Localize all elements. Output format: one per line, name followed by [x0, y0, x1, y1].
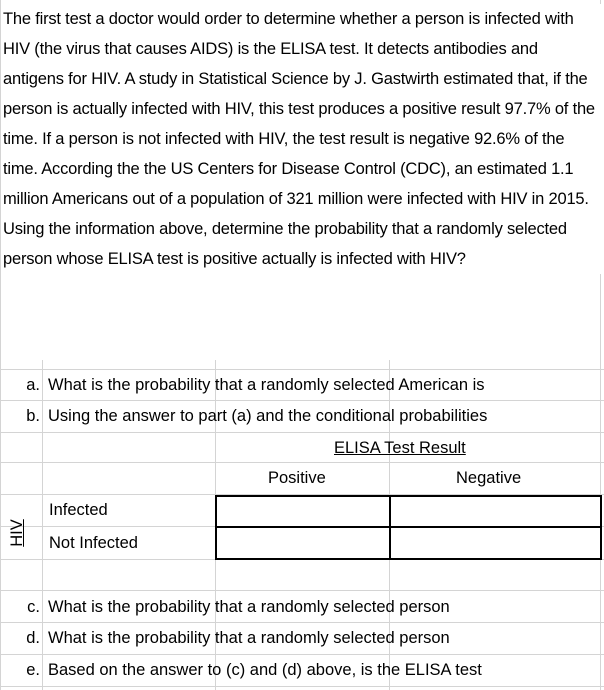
question-b-text[interactable]: Using the answer to part (a) and the conditional probabilities	[48, 407, 488, 425]
not-infected-positive-cell[interactable]	[215, 526, 391, 560]
not-infected-negative-cell[interactable]	[389, 526, 602, 560]
gridline	[0, 590, 604, 591]
gridline	[0, 369, 604, 370]
question-b-letter: b.	[26, 407, 40, 425]
row-label-not-infected: Not Infected	[49, 534, 138, 552]
infected-negative-cell[interactable]	[389, 495, 602, 528]
gridline	[0, 622, 604, 623]
gridline	[0, 400, 604, 401]
gridline	[42, 360, 43, 690]
row-group-label-hiv: HIV	[8, 519, 26, 547]
infected-positive-cell[interactable]	[215, 495, 391, 528]
question-c-letter: c.	[27, 598, 40, 616]
gridline	[0, 686, 604, 687]
gridline	[0, 432, 604, 433]
question-d-letter: d.	[26, 629, 40, 647]
column-header-positive: Positive	[268, 469, 326, 487]
question-a-text[interactable]: What is the probability that a randomly selected American is	[48, 376, 485, 394]
question-e-text[interactable]: Based on the answer to (c) and (d) above, is the ELISA test	[48, 661, 482, 679]
column-header-negative: Negative	[456, 469, 522, 487]
gridline	[0, 462, 604, 463]
table-title: ELISA Test Result	[334, 439, 466, 457]
question-a-letter: a.	[26, 376, 40, 394]
gridline	[0, 654, 604, 655]
question-e-letter: e.	[26, 661, 40, 679]
row-label-infected: Infected	[49, 501, 108, 519]
question-c-text[interactable]: What is the probability that a randomly selected person	[48, 598, 450, 616]
question-d-text[interactable]: What is the probability that a randomly selected person	[48, 629, 450, 647]
problem-paragraph[interactable]: The first test a doctor would order to determine whether a person is infected with HIV (the virus that causes AIDS) is the ELISA test. It detects antibodies and antigens for HIV. A study in Statistical Science by J. Gastwirth estimated that, if the person is actually infected with HIV, this test produces a positive result 97.7% of the time. If a person is not infected with HIV, the test result is negative 92.6% of the time. According the the US Centers for Disease Control (CDC), an estimated 1.1 million Americans out of a population of 321 million were infected with HIV in 2015. Using the information above, determine the probability that a randomly selected person whose ELISA test is positive actually is infected with HIV?	[3, 4, 601, 274]
gridline	[0, 0, 1, 690]
